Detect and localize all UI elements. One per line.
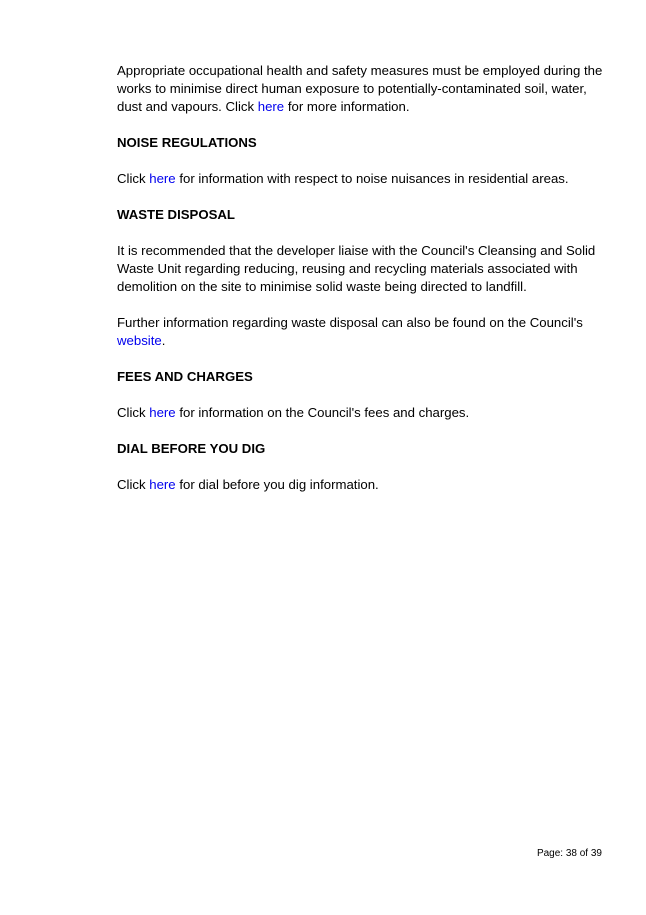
document-body [117,62,603,512]
waste-more-text: Further information regarding waste disposal can also be found on the Council's [117,315,583,330]
dial-here-link[interactable]: here [149,477,176,492]
noise-paragraph [117,170,603,188]
ohs-paragraph [117,62,603,116]
dial-paragraph [117,476,603,494]
waste-more-text-end: . [161,333,166,348]
fees-text: Click [117,405,150,420]
noise-text-end: for information with respect to noise nuisances in residential areas. [175,171,569,186]
dial-before-you-dig-heading: DIAL BEFORE YOU DIG [117,441,266,456]
noise-text: Click [117,171,150,186]
waste-disposal-heading: WASTE DISPOSAL [117,207,235,222]
fees-here-link[interactable]: here [149,405,176,420]
waste-more-paragraph [117,314,603,350]
noise-here-link[interactable]: here [149,171,176,186]
fees-and-charges-heading: FEES AND CHARGES [117,369,253,384]
noise-regulations-heading: NOISE REGULATIONS [117,135,257,150]
ohs-here-link[interactable]: here [257,99,285,114]
fees-text-end: for information on the Council's fees and charges. [175,405,470,420]
dial-text-end: for dial before you dig information. [175,477,379,492]
waste-paragraph: It is recommended that the developer liaise with the Council's Cleansing and Solid Waste Unit regarding reducing, reusing and recycling materials associated with demolition on the site to minimise solid waste being directed to landfill. [117,243,596,294]
ohs-text: Appropriate occupational health and safety measures must be employed during the works to minimise direct human exposure to potentially-contaminated soil, water, dust and vapours. Click [117,63,603,114]
website-link[interactable]: website [117,333,162,348]
dial-text: Click [117,477,150,492]
ohs-text-end: for more information. [284,99,410,114]
fees-paragraph [117,404,603,422]
page-number: Page: 38 of 39 [536,848,602,859]
